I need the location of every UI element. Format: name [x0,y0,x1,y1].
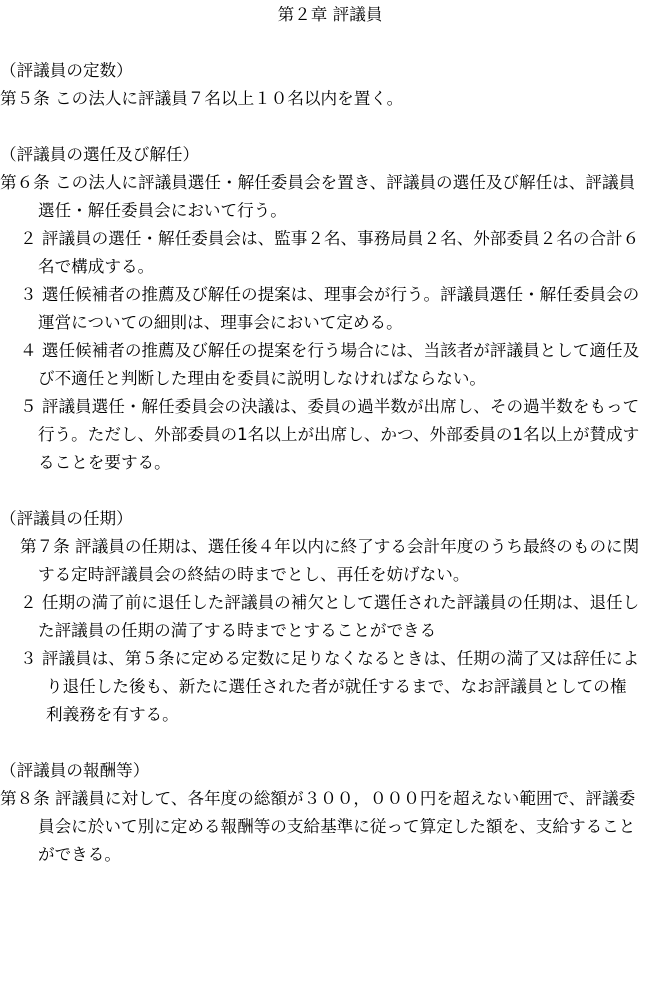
article-heading: （評議員の任期） [0,509,133,528]
article-section-8 [0,757,660,869]
article-section-7 [0,505,660,729]
paragraph-line: ４ 選任候補者の推薦及び解任の提案を行う場合には、当該者が評議員として適任及 [20,341,640,360]
paragraph-line: ２ 評議員の選任・解任委員会は、監事２名、事務局員２名、外部委員２名の合計６ [20,229,640,248]
paragraph-line: ２ 任期の満了前に退任した評議員の補欠として選任された評議員の任期は、退任し [20,593,640,612]
document-page [0,1,660,1008]
article-section-5 [0,57,660,113]
article-line: 第５条 この法人に評議員７名以上１０名以内を置く。 [0,89,404,108]
article-continuation-line: 選任・解任委員会において行う。 [38,201,287,220]
paragraph-continuation-line: 名で構成する。 [38,257,155,276]
paragraph-line: ５ 評議員選任・解任委員会の決議は、委員の過半数が出席し、その過半数をもって [20,397,640,416]
article-heading: （評議員の報酬等） [0,761,150,780]
paragraph-line: ３ 選任候補者の推薦及び解任の提案は、理事会が行う。評議員選任・解任委員会の [20,285,640,304]
article-line: 第６条 この法人に評議員選任・解任委員会を置き、評議員の選任及び解任は、評議員 [0,173,636,192]
paragraph-continuation-line: 利義務を有する。 [46,705,179,724]
chapter-title: 第２章 評議員 [277,5,383,24]
paragraph-continuation-line: 運営についての細則は、理事会において定める。 [38,313,403,332]
article-line: 第７条 評議員の任期は、選任後４年以内に終了する会計年度のうち最終のものに関 [20,537,640,556]
blank-line [0,477,660,505]
blank-line [0,29,660,57]
paragraph-continuation-line: ることを要する。 [38,453,171,472]
article-section-6 [0,141,660,477]
article-line: 第８条 評議員に対して、各年度の総額が３００，０００円を超えない範囲で、評議委 [0,789,636,808]
paragraph-continuation-line: 行う。ただし、外部委員の1名以上が出席し、かつ、外部委員の1名以上が賛成す [38,425,640,444]
article-continuation-line: ができる。 [38,845,121,864]
paragraph-line: ３ 評議員は、第５条に定める定数に足りなくなるときは、任期の満了又は辞任によ [20,649,640,668]
article-heading: （評議員の定数） [0,61,133,80]
blank-line [0,729,660,757]
article-continuation-line: 員会に於いて別に定める報酬等の支給基準に従って算定した額を、支給すること [38,817,636,836]
paragraph-continuation-line: り退任した後も、新たに選任された者が就任するまで、なお評議員としての権 [46,677,627,696]
article-heading: （評議員の選任及び解任） [0,145,200,164]
paragraph-continuation-line: た評議員の任期の満了する時までとすることができる [38,621,437,640]
blank-line [0,113,660,141]
paragraph-continuation-line: び不適任と判断した理由を委員に説明しなければならない。 [38,369,487,388]
article-continuation-line: する定時評議員会の終結の時までとし、再任を妨げない。 [38,565,470,584]
